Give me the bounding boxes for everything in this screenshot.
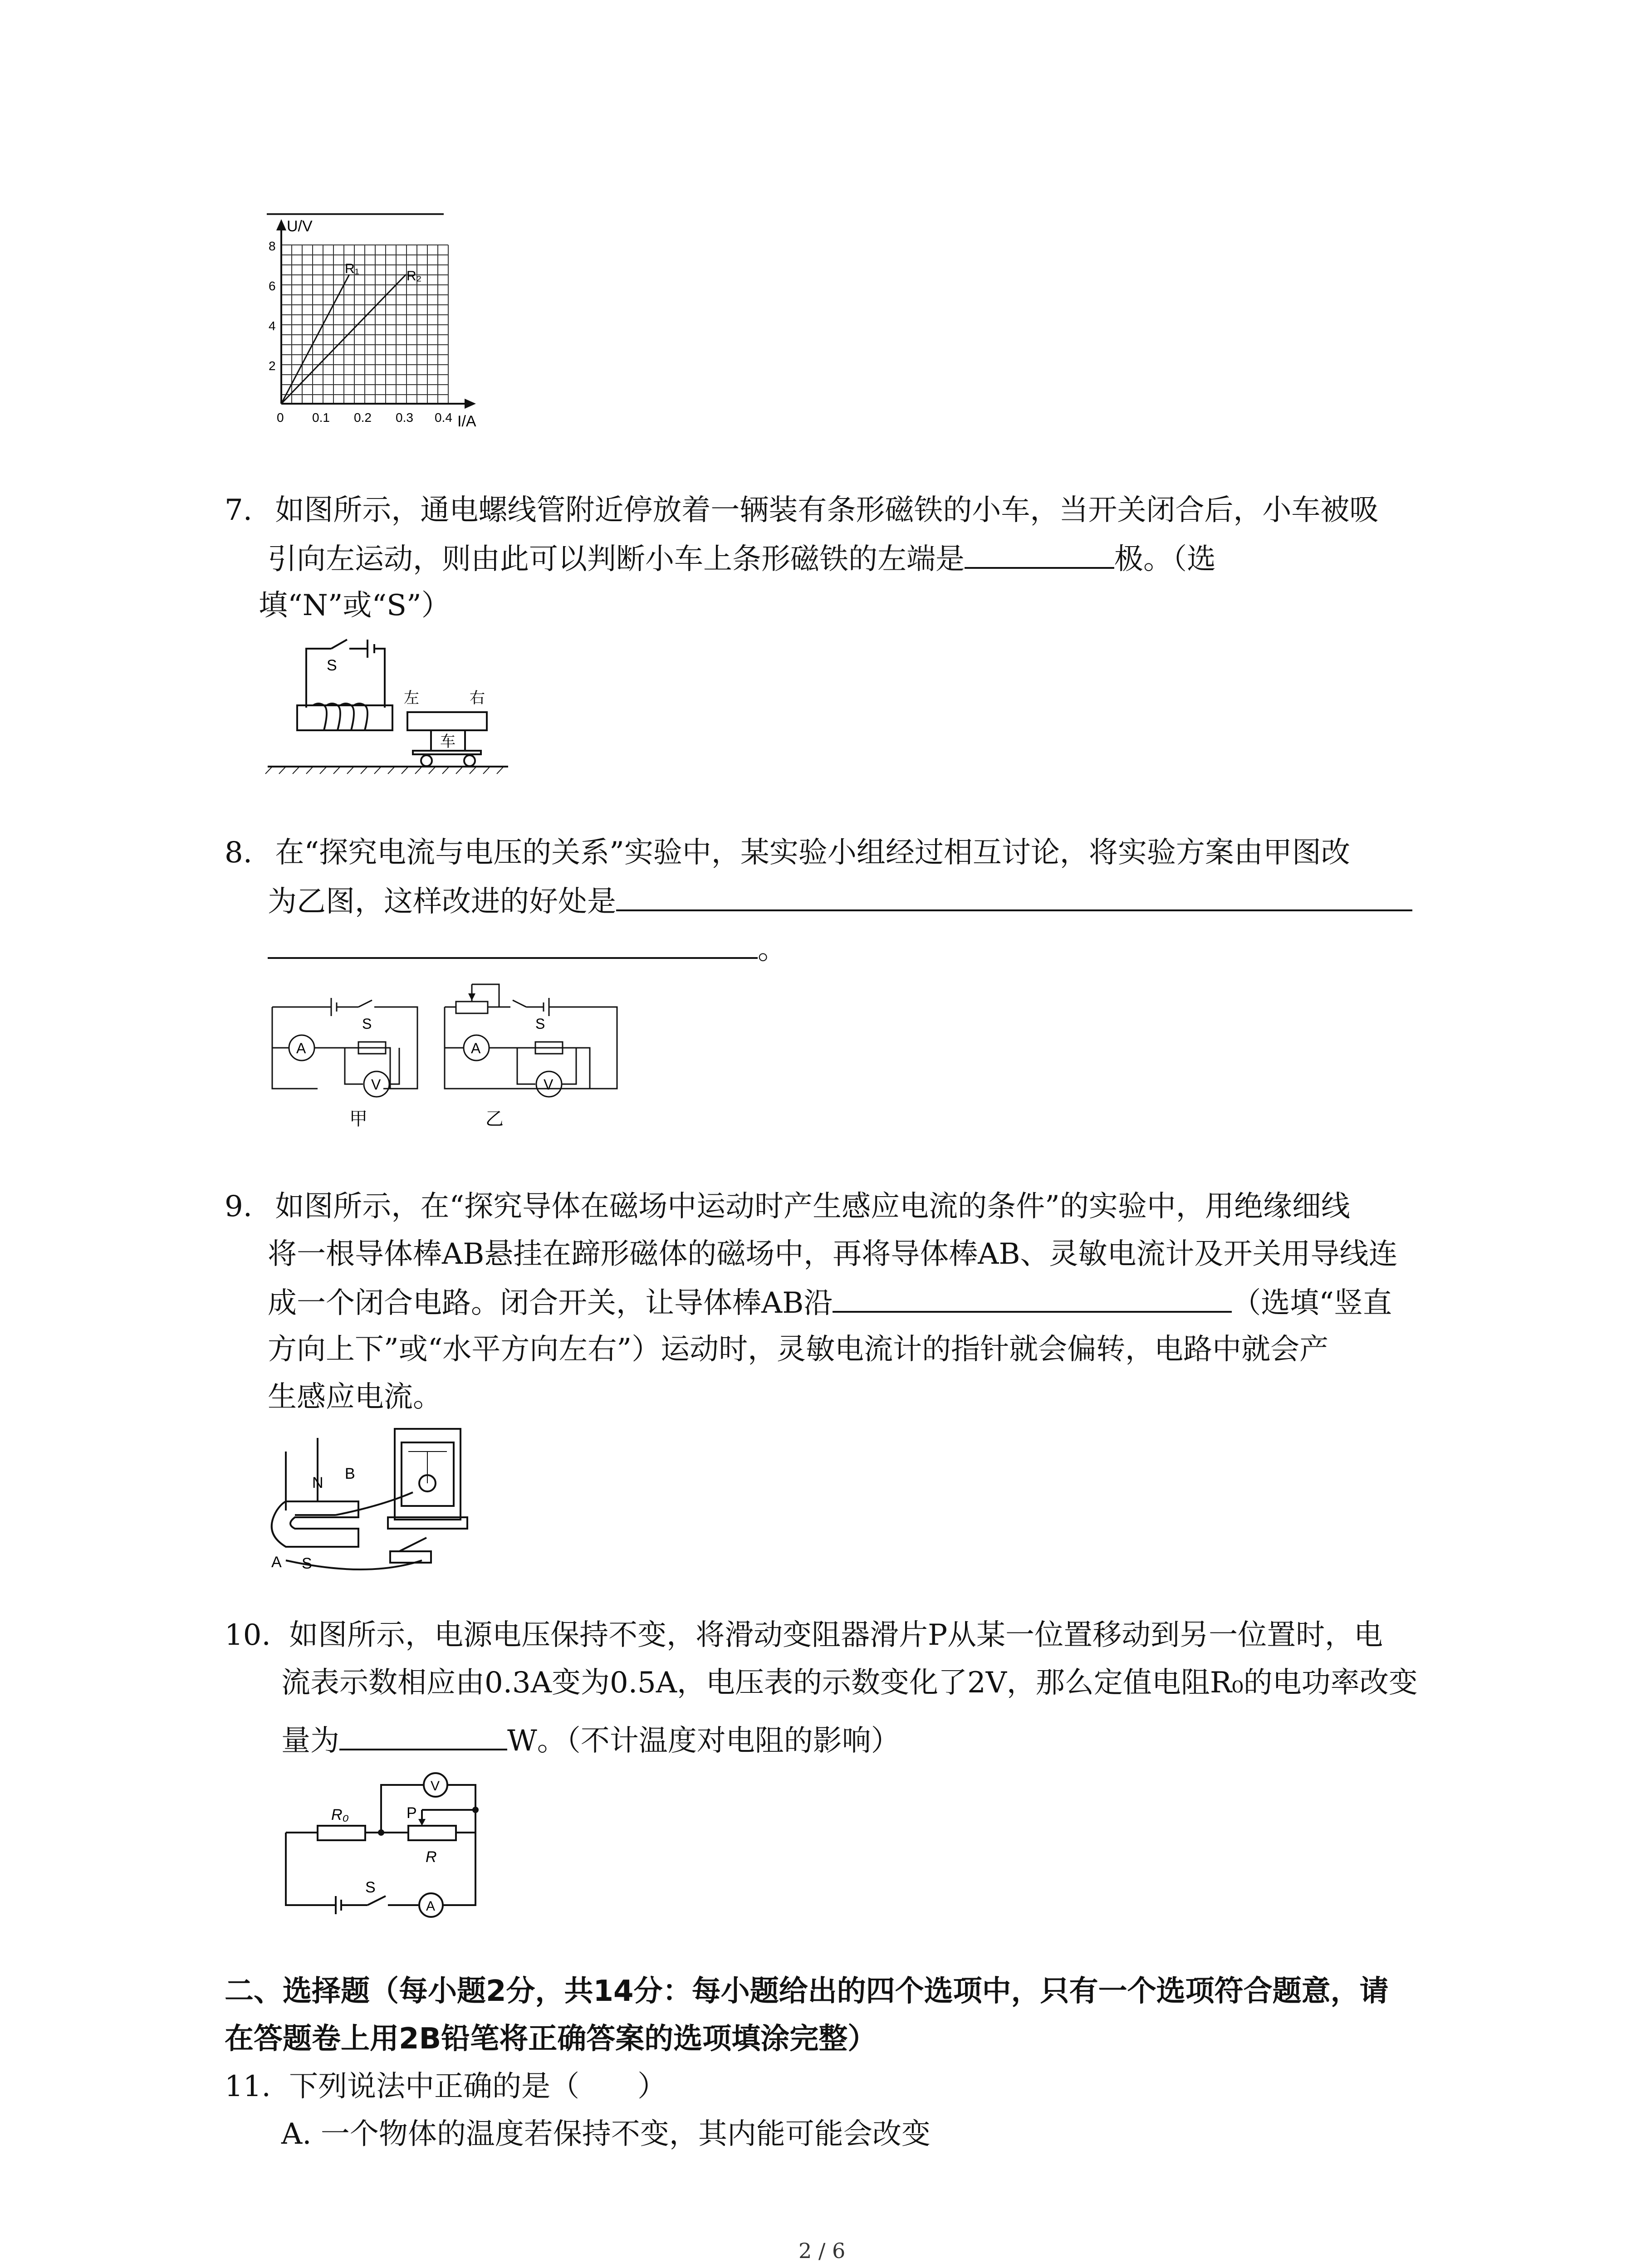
y-tick-8: 8 xyxy=(269,239,276,253)
q7-text-2a: 引向左运动，则由此可以判断小车上条形磁铁的左端是 xyxy=(268,543,965,576)
q7-fig-car-label: 车 xyxy=(440,733,456,750)
y-tick-4: 4 xyxy=(269,319,276,333)
q9-number: 9. xyxy=(225,1190,253,1223)
q8-text-1: 在“探究电流与电压的关系”实验中，某实验小组经过相互讨论，将实验方案由甲图改 xyxy=(275,836,1350,870)
q10-line3 xyxy=(281,1717,900,1764)
q10-number: 10. xyxy=(225,1618,271,1652)
y-tick-6: 6 xyxy=(269,279,276,293)
x-tick-01: 0.1 xyxy=(312,411,330,425)
q8-fig-voltmeter-yi: V xyxy=(544,1076,554,1093)
q7-line2 xyxy=(268,535,1216,582)
q11-option-a-line xyxy=(281,2112,931,2157)
q8-fig-label-jia: 甲 xyxy=(349,1109,367,1129)
q10-line2 xyxy=(281,1660,1418,1706)
y-tick-2: 2 xyxy=(269,359,276,373)
q10-fig-a: A xyxy=(426,1899,436,1914)
q7-text-2b: 极。（选 xyxy=(1114,543,1216,576)
q8-answer-blank-2[interactable] xyxy=(268,925,758,959)
q8-figure xyxy=(263,975,626,1139)
q7-fig-right-label: 右 xyxy=(470,689,485,707)
q9-line5 xyxy=(268,1374,442,1420)
q8-answer-blank-1[interactable] xyxy=(616,878,1412,911)
q9-fig-n: N xyxy=(312,1474,323,1491)
section2-heading-line1 xyxy=(225,1969,1389,2014)
q10-answer-blank[interactable] xyxy=(339,1717,507,1750)
q7-number: 7. xyxy=(225,494,253,527)
line-r2-label: R₂ xyxy=(407,269,422,284)
q9-fig-a: A xyxy=(271,1554,282,1571)
q9-text-1: 如图所示，在“探究导体在磁场中运动时产生感应电流的条件”的实验中，用绝缘细线 xyxy=(275,1190,1350,1223)
q9-answer-blank[interactable] xyxy=(833,1279,1232,1313)
graph-grid xyxy=(281,245,448,404)
section2-heading-2: 在答题卷上用2B铅笔将正确答案的选项填涂完整） xyxy=(225,2022,877,2056)
q11-option-a: A. 一个物体的温度若保持不变，其内能可能会改变 xyxy=(281,2117,931,2151)
q10-line1 xyxy=(225,1613,1383,1658)
q8-fig-switch-jia: S xyxy=(362,1016,372,1032)
q9-line3 xyxy=(268,1279,1392,1326)
x-tick-0: 0 xyxy=(277,411,284,425)
section2-heading-1: 二、选择题（每小题2分，共14分：每小题给出的四个选项中，只有一个选项符合题意，请 xyxy=(225,1975,1389,2008)
q10-fig-v: V xyxy=(431,1779,440,1794)
q8-fig-ammeter-jia: A xyxy=(296,1040,306,1056)
q9-text-4: 方向上下”或“水平方向左右”）运动时，灵敏电流计的指针就会偏转，电路中就会产 xyxy=(268,1333,1329,1366)
q9-line1 xyxy=(225,1184,1350,1229)
q8-text-3: 。 xyxy=(758,933,787,966)
q10-text-3a: 量为 xyxy=(281,1724,339,1758)
q9-line2 xyxy=(268,1232,1398,1277)
q11-number: 11. xyxy=(225,2070,271,2103)
q7-text-1: 如图所示，通电螺线管附近停放着一辆装有条形磁铁的小车，当开关闭合后，小车被吸 xyxy=(275,494,1379,527)
q8-line1 xyxy=(225,830,1350,875)
q8-line3 xyxy=(268,925,787,972)
q8-fig-switch-yi: S xyxy=(535,1016,545,1032)
q8-line2 xyxy=(268,878,1412,924)
q9-text-3b: （选填“竖直 xyxy=(1232,1286,1392,1320)
q9-figure xyxy=(268,1424,485,1579)
q10-fig-r0: R₀ xyxy=(331,1806,349,1823)
q10-text-3b: W。（不计温度对电阻的影响） xyxy=(507,1724,900,1758)
q9-line4 xyxy=(268,1327,1328,1372)
q7-line1 xyxy=(225,488,1378,533)
q10-fig-p: P xyxy=(407,1804,417,1822)
q9-text-3a: 成一个闭合电路。闭合开关，让导体棒AB沿 xyxy=(268,1286,833,1320)
section2-heading-line2 xyxy=(225,2016,877,2062)
q8-number: 8. xyxy=(225,836,253,870)
q10-text-2: 流表示数相应由0.3A变为0.5A，电压表的示数变化了2V，那么定值电阻R₀的电功率改变 xyxy=(281,1666,1418,1700)
y-axis-label: U/V xyxy=(287,218,313,235)
ui-graph xyxy=(254,213,508,440)
q8-fig-label-yi: 乙 xyxy=(485,1109,504,1129)
x-tick-02: 0.2 xyxy=(354,411,372,425)
q9-fig-b: B xyxy=(345,1465,355,1482)
q8-fig-voltmeter-jia: V xyxy=(371,1076,381,1093)
line-r1-label: R₁ xyxy=(345,261,359,276)
q7-fig-switch-label: S xyxy=(327,657,337,674)
q11-line1 xyxy=(225,2064,666,2109)
x-tick-03: 0.3 xyxy=(396,411,413,425)
q11-stem: 下列说法中正确的是（ ） xyxy=(289,2070,667,2103)
q10-text-1: 如图所示，电源电压保持不变，将滑动变阻器滑片P从某一位置移动到另一位置时，电 xyxy=(289,1618,1383,1652)
page-number: 2 / 6 xyxy=(798,2239,846,2263)
q7-line3 xyxy=(259,583,451,628)
q7-answer-blank[interactable] xyxy=(965,535,1114,569)
q7-fig-left-label: 左 xyxy=(404,689,419,707)
q8-fig-ammeter-yi: A xyxy=(471,1040,481,1056)
q10-fig-s: S xyxy=(365,1879,376,1896)
q7-text-3: 填“N”或“S”） xyxy=(259,589,451,622)
x-axis-label: I/A xyxy=(457,413,476,430)
q10-figure xyxy=(272,1765,499,1928)
x-tick-04: 0.4 xyxy=(435,411,452,425)
q9-fig-s: S xyxy=(302,1555,312,1572)
q10-fig-r: R xyxy=(426,1848,437,1866)
q9-text-2: 将一根导体棒AB悬挂在蹄形磁体的磁场中，再将导体棒AB、灵敏电流计及开关用导线连 xyxy=(268,1237,1398,1271)
q8-text-2: 为乙图，这样改进的好处是 xyxy=(268,885,616,919)
q7-figure xyxy=(263,631,517,776)
q9-text-5: 生感应电流。 xyxy=(268,1380,442,1414)
